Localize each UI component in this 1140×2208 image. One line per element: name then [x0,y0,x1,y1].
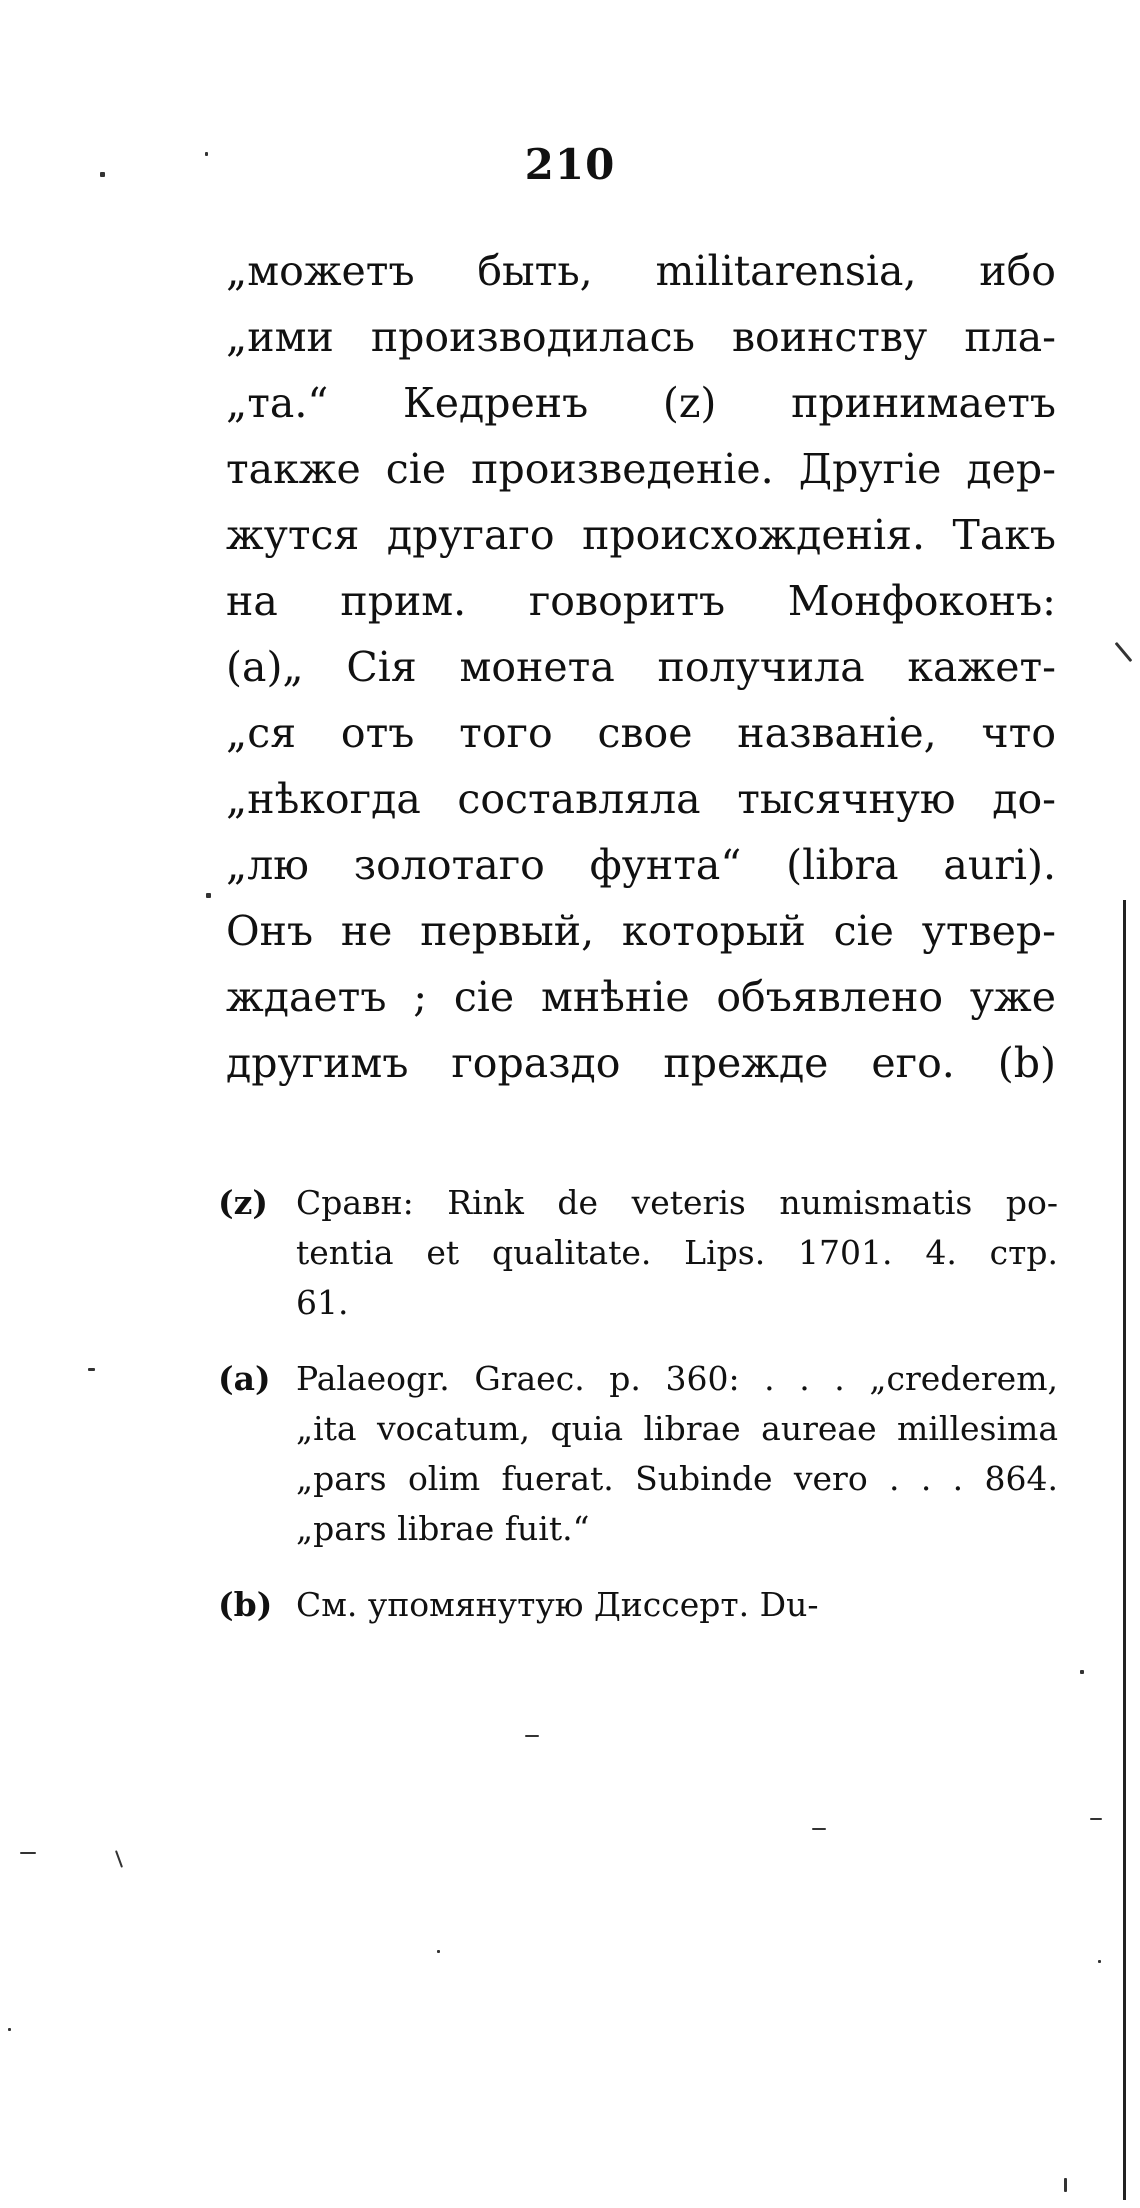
body-line: „та.“ Кедренъ (z) принимаетъ [226,379,1056,427]
page-edge-shadow [1123,900,1126,2200]
body-line: „ся отъ того свое названіе, что [226,709,1056,757]
scan-speck [115,1850,123,1868]
body-line: „нѣкогда составляла тысячную до- [226,775,1056,823]
scan-speck [812,1828,826,1830]
body-line: „можетъ быть, militarensia, ибо [226,247,1056,295]
scan-speck [1090,1818,1102,1820]
scan-speck [100,172,105,177]
footnotes [218,1178,1058,1656]
scan-speck [1064,2178,1067,2192]
footnote-b [218,1580,1058,1630]
body-line: жутся другаго происхожденія. Такъ [226,511,1056,559]
footnote-line: См. упомянутую Диссерт. Du- [296,1585,819,1624]
scan-speck [8,2028,11,2031]
footnote-line: „pars olim fuerat. Subinde vero . . . 864. [296,1459,1058,1498]
body-line: „ими производилась воинству пла- [226,313,1056,361]
scan-speck [205,152,208,156]
page-number: 210 [524,140,616,189]
scan-speck [437,1950,440,1953]
scan-speck [1115,642,1133,662]
scan-speck [88,1368,95,1371]
body-line: „лю золотаго фунта“ (libra auri). [226,841,1056,889]
body-line: другимъ гораздо прежде его. (b) [226,1039,1056,1087]
footnote-line: 61. [296,1283,349,1322]
body-line: также сіе произведеніе. Другіе дер- [226,445,1056,493]
footnote-z [218,1178,1058,1328]
footnote-line: tentia et qualitate. Lips. 1701. 4. стр. [296,1233,1058,1272]
body-line: на прим. говоритъ Монфоконъ: [226,577,1056,625]
scan-speck [1080,1670,1084,1674]
scan-speck [206,893,211,898]
scan-speck [525,1735,539,1737]
footnote-marker: (a) [218,1359,271,1398]
footnote-marker: (b) [218,1585,273,1624]
footnote-a [218,1354,1058,1554]
footnote-line: „pars librae fuit.“ [296,1509,590,1548]
scan-speck [1098,1960,1101,1963]
body-line: Онъ не первый, который сіе утвер- [226,907,1056,955]
footnote-line: Сравн: Rink de veteris numismatis po- [296,1183,1058,1222]
footnote-line: Palaeogr. Graec. p. 360: . . . „crederem, [296,1359,1058,1398]
footnote-marker: (z) [218,1183,268,1222]
scan-speck [20,1852,36,1854]
body-text [226,238,1056,1096]
body-line: (a)„ Сія монета получила кажет- [226,643,1056,691]
footnote-line: „ita vocatum, quia librae aureae millesima [296,1409,1058,1448]
body-line: ждаетъ ; сіе мнѣніе объявлено уже [226,973,1056,1021]
